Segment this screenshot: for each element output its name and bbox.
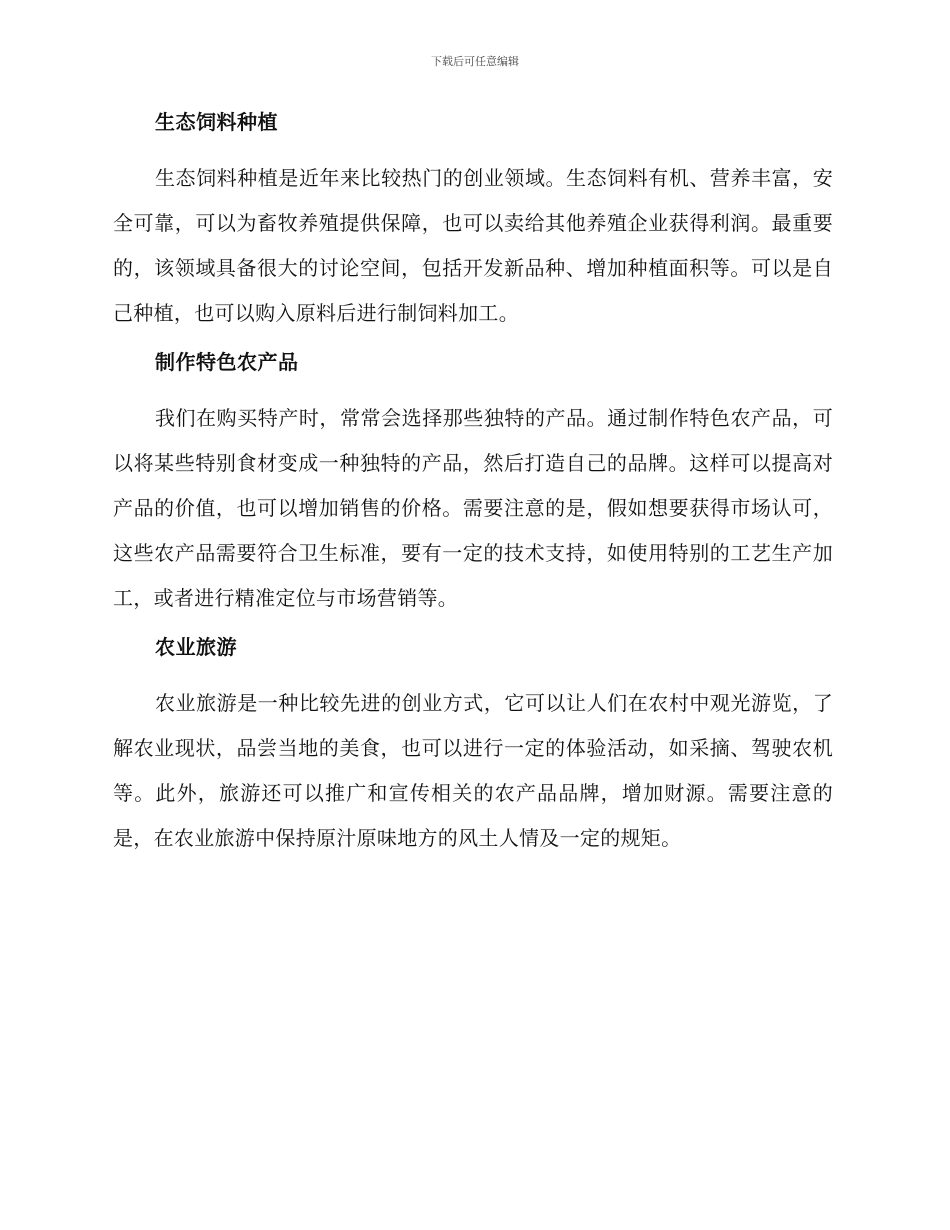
section-paragraph: 生态饲料种植是近年来比较热门的创业领域。生态饲料有机、营养丰富，安全可靠，可以为畜牧养殖提供保障，也可以卖给其他养殖企业获得利润。最重要的，该领域具备很大的讨论空间，包括开发新品种、增加种植面积等。可以是自己种植，也可以购入原料后进行制饲料加工。	[113, 166, 833, 325]
document-body	[113, 108, 833, 873]
section-paragraph: 农业旅游是一种比较先进的创业方式，它可以让人们在农村中观光游览，了解农业现状，品尝当地的美食，也可以进行一定的体验活动，如采摘、驾驶农机等。此外，旅游还可以推广和宣传相关的农产品品牌，增加财源。需要注意的是，在农业旅游中保持原汁原味地方的风土人情及一定的规矩。	[113, 691, 833, 850]
section-eco-feed	[113, 108, 833, 336]
section-specialty-products	[113, 348, 833, 621]
section-heading: 生态饲料种植	[155, 110, 278, 134]
section-paragraph: 我们在购买特产时，常常会选择那些独特的产品。通过制作特色农产品，可以将某些特别食材变成一种独特的产品，然后打造自己的品牌。这样可以提高对产品的价值，也可以增加销售的价格。需要注意的是，假如想要获得市场认可，这些农产品需要符合卫生标准，要有一定的技术支持，如使用特别的工艺生产加工，或者进行精准定位与市场营销等。	[113, 406, 833, 610]
section-heading: 农业旅游	[155, 635, 237, 659]
section-agri-tourism	[113, 633, 833, 861]
page-header: 下载后可任意编辑	[431, 55, 519, 68]
section-heading: 制作特色农产品	[155, 350, 299, 374]
